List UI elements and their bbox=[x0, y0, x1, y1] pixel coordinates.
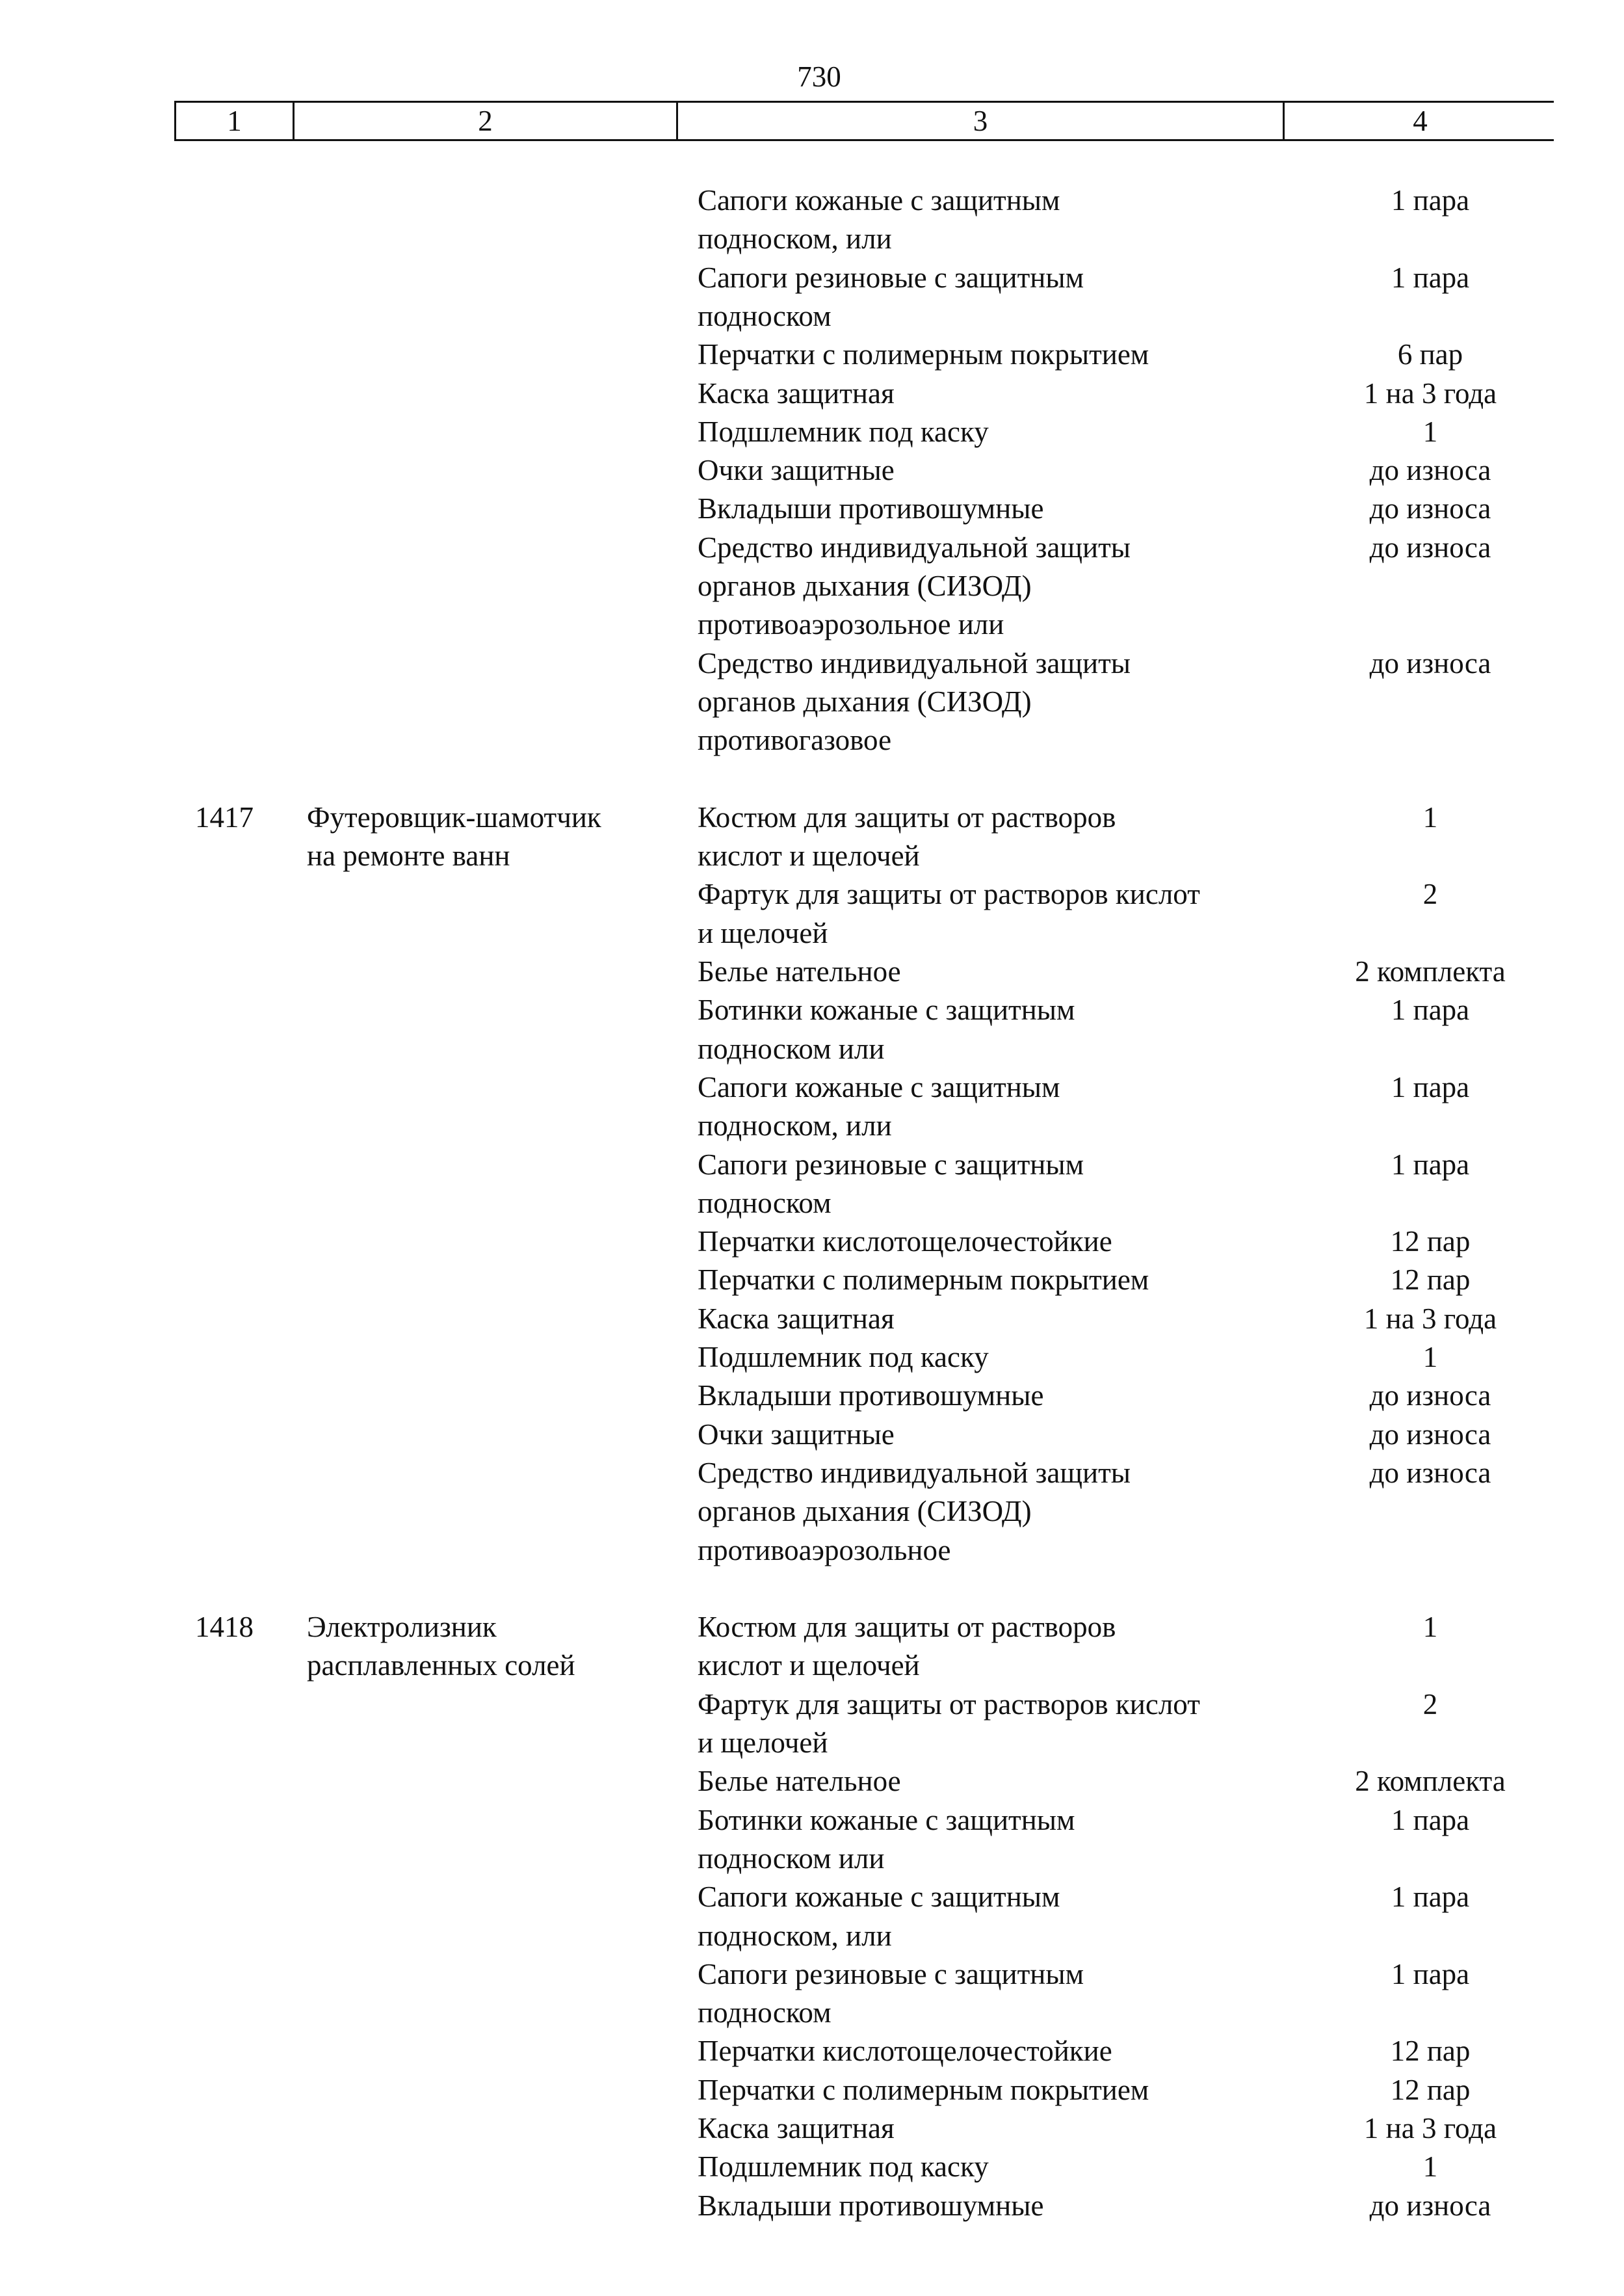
table-row bbox=[0, 1260, 1624, 1299]
item-name: подноском или bbox=[698, 1032, 885, 1065]
item-norm: 1 на 3 года bbox=[1363, 1302, 1497, 1335]
item-norm: 1 пара bbox=[1391, 994, 1470, 1027]
profession-name: Футеровщик-шамотчик bbox=[307, 800, 601, 834]
page-number: 730 bbox=[797, 60, 841, 93]
item-name: подноском, или bbox=[698, 222, 892, 256]
header-col-1: 1 bbox=[176, 103, 295, 139]
item-name: Подшлемник под каску bbox=[698, 1341, 989, 1373]
table-row bbox=[0, 605, 1624, 644]
item-name: подноском, или bbox=[698, 1109, 892, 1142]
item-norm: 1 bbox=[1422, 800, 1438, 834]
item-name: противоаэрозольное bbox=[698, 1533, 951, 1566]
table-row bbox=[0, 1955, 1624, 1994]
profession-name: расплавленных солей bbox=[307, 1649, 575, 1682]
item-name: Сапоги резиновые с защитным bbox=[698, 1148, 1084, 1181]
table-row bbox=[0, 1492, 1624, 1531]
profession-line bbox=[0, 798, 1624, 837]
item-name: противогазовое bbox=[698, 724, 892, 757]
table-row bbox=[0, 528, 1624, 567]
entry-number: 1417 bbox=[195, 800, 254, 834]
table-row bbox=[0, 258, 1624, 297]
table-row bbox=[0, 2031, 1624, 2070]
item-norm: 1 bbox=[1422, 1611, 1438, 1644]
item-name: Перчатки с полимерным покрытием bbox=[698, 2073, 1149, 2106]
table-row bbox=[0, 875, 1624, 914]
header-col-4: 4 bbox=[1283, 103, 1556, 139]
table-row bbox=[0, 1299, 1624, 1338]
table-row bbox=[0, 1222, 1624, 1261]
item-name: Белье нательное bbox=[698, 1765, 901, 1798]
table-row bbox=[0, 1183, 1624, 1222]
item-norm: 1 на 3 года bbox=[1363, 2112, 1497, 2144]
item-norm: 1 пара bbox=[1391, 1880, 1470, 1914]
table-row bbox=[0, 1338, 1624, 1377]
item-norm: 1 bbox=[1422, 415, 1438, 448]
item-norm: 1 пара bbox=[1391, 1803, 1470, 1836]
item-norm: до износа bbox=[1369, 646, 1491, 680]
table-row bbox=[0, 297, 1624, 336]
item-name: подноском bbox=[698, 1186, 832, 1219]
item-name: Сапоги кожаные с защитным bbox=[698, 1880, 1060, 1914]
header-col-3: 3 bbox=[973, 105, 988, 137]
item-name: Перчатки кислотощелочестойкие bbox=[698, 1225, 1112, 1258]
table-row bbox=[0, 1415, 1624, 1454]
profession-name: Электролизник bbox=[307, 1611, 497, 1644]
item-name: органов дыхания (СИЗОД) bbox=[698, 570, 1032, 602]
table-row bbox=[0, 682, 1624, 721]
item-name: Белье нательное bbox=[698, 955, 901, 988]
table-row bbox=[0, 181, 1624, 220]
item-norm: 2 bbox=[1422, 878, 1438, 911]
item-name: Подшлемник под каску bbox=[698, 2150, 989, 2184]
table-row bbox=[0, 1376, 1624, 1415]
table-row bbox=[0, 1877, 1624, 1916]
item-norm: 1 пара bbox=[1391, 261, 1470, 294]
item-norm: 12 пар bbox=[1390, 2035, 1471, 2068]
item-name: подноском bbox=[698, 299, 832, 332]
table-row bbox=[0, 914, 1624, 953]
item-name: Сапоги резиновые с защитным bbox=[698, 1957, 1084, 1990]
table-row bbox=[0, 1801, 1624, 1840]
table-row bbox=[0, 2147, 1624, 2186]
item-norm: 1 на 3 года bbox=[1363, 376, 1497, 410]
item-name: Каска защитная bbox=[698, 2112, 895, 2144]
table-row bbox=[0, 1993, 1624, 2032]
table-row bbox=[0, 990, 1624, 1029]
item-name: Каска защитная bbox=[698, 376, 895, 410]
item-norm: до износа bbox=[1369, 531, 1491, 564]
table-row bbox=[0, 2070, 1624, 2109]
table-row bbox=[0, 335, 1624, 374]
item-name: Перчатки кислотощелочестойкие bbox=[698, 2035, 1112, 2068]
item-name: Фартук для защиты от растворов кислот bbox=[698, 1687, 1200, 1721]
item-name: Сапоги кожаные с защитным bbox=[698, 1070, 1060, 1103]
item-name: противоаэрозольное или bbox=[698, 608, 1004, 641]
item-name: Вкладыши противошумные bbox=[698, 2189, 1044, 2222]
item-name: Перчатки с полимерным покрытием bbox=[698, 338, 1149, 371]
table-row bbox=[0, 952, 1624, 991]
table-row bbox=[0, 412, 1624, 451]
item-norm: до износа bbox=[1369, 1418, 1491, 1451]
item-name: Костюм для защиты от растворов bbox=[698, 1611, 1116, 1644]
item-name: Костюм для защиты от растворов bbox=[698, 800, 1116, 834]
table-row bbox=[0, 1916, 1624, 1955]
profession-line bbox=[0, 1607, 1624, 1646]
item-name: кислот и щелочей bbox=[698, 839, 920, 873]
item-norm: 12 пар bbox=[1390, 2073, 1471, 2106]
table-row bbox=[0, 1029, 1624, 1068]
table-row bbox=[0, 1723, 1624, 1762]
table-row bbox=[0, 1068, 1624, 1107]
item-name: Подшлемник под каску bbox=[698, 415, 989, 448]
item-name: подноском bbox=[698, 1996, 832, 2029]
table-row bbox=[0, 1685, 1624, 1724]
item-name: Каска защитная bbox=[698, 1302, 895, 1335]
item-name: Очки защитные bbox=[698, 454, 895, 487]
item-name: Сапоги резиновые с защитным bbox=[698, 261, 1084, 294]
item-name: Ботинки кожаные с защитным bbox=[698, 994, 1075, 1027]
item-norm: 2 комплекта bbox=[1355, 955, 1506, 988]
item-name: Фартук для защиты от растворов кислот bbox=[698, 878, 1200, 911]
table-row bbox=[0, 1106, 1624, 1145]
table-row bbox=[0, 1453, 1624, 1492]
item-name: и щелочей bbox=[698, 916, 828, 949]
item-norm: 1 пара bbox=[1391, 184, 1470, 217]
item-norm: 1 пара bbox=[1391, 1957, 1470, 1990]
item-name: органов дыхания (СИЗОД) bbox=[698, 685, 1032, 718]
table-row bbox=[0, 489, 1624, 528]
item-name: Очки защитные bbox=[698, 1418, 895, 1451]
item-norm: 2 комплекта bbox=[1355, 1765, 1506, 1798]
header-col-2: 2 bbox=[295, 103, 678, 139]
item-norm: 1 bbox=[1422, 1341, 1438, 1373]
table-row bbox=[0, 2186, 1624, 2225]
table-row bbox=[0, 1531, 1624, 1570]
table-row bbox=[0, 720, 1624, 759]
entry-number: 1418 bbox=[195, 1611, 254, 1644]
item-name: Средство индивидуальной защиты bbox=[698, 646, 1131, 680]
item-norm: 12 пар bbox=[1390, 1225, 1471, 1258]
table-row bbox=[0, 219, 1624, 258]
table-row bbox=[0, 566, 1624, 605]
item-norm: 12 пар bbox=[1390, 1263, 1471, 1297]
item-name: подноском или bbox=[698, 1841, 885, 1875]
table-row bbox=[0, 451, 1624, 490]
table-header bbox=[174, 101, 1554, 141]
item-norm: до износа bbox=[1369, 1456, 1491, 1489]
item-name: Средство индивидуальной защиты bbox=[698, 531, 1131, 564]
profession-line bbox=[0, 836, 1624, 875]
item-norm: 1 пара bbox=[1391, 1070, 1470, 1103]
profession-name: на ремонте ванн bbox=[307, 839, 510, 873]
item-name: Вкладыши противошумные bbox=[698, 1379, 1044, 1412]
item-norm: до износа bbox=[1369, 492, 1491, 525]
item-name: и щелочей bbox=[698, 1726, 828, 1759]
item-norm: 2 bbox=[1422, 1687, 1438, 1721]
item-norm: до износа bbox=[1369, 454, 1491, 487]
table-row bbox=[0, 1839, 1624, 1878]
profession-line bbox=[0, 1646, 1624, 1685]
item-name: Вкладыши противошумные bbox=[698, 492, 1044, 525]
table-row bbox=[0, 644, 1624, 683]
item-name: органов дыхания (СИЗОД) bbox=[698, 1495, 1032, 1528]
item-norm: 1 bbox=[1422, 2150, 1438, 2184]
item-name: кислот и щелочей bbox=[698, 1649, 920, 1682]
item-name: Сапоги кожаные с защитным bbox=[698, 184, 1060, 217]
item-norm: до износа bbox=[1369, 2189, 1491, 2222]
item-norm: до износа bbox=[1369, 1379, 1491, 1412]
item-name: Средство индивидуальной защиты bbox=[698, 1456, 1131, 1489]
item-name: Перчатки с полимерным покрытием bbox=[698, 1263, 1149, 1297]
table-row bbox=[0, 1762, 1624, 1801]
item-norm: 1 пара bbox=[1391, 1148, 1470, 1181]
table-row bbox=[0, 374, 1624, 413]
table-row bbox=[0, 2109, 1624, 2148]
item-name: Ботинки кожаные с защитным bbox=[698, 1803, 1075, 1836]
table-row bbox=[0, 1145, 1624, 1184]
item-norm: 6 пар bbox=[1397, 338, 1463, 371]
item-name: подноском, или bbox=[698, 1919, 892, 1952]
